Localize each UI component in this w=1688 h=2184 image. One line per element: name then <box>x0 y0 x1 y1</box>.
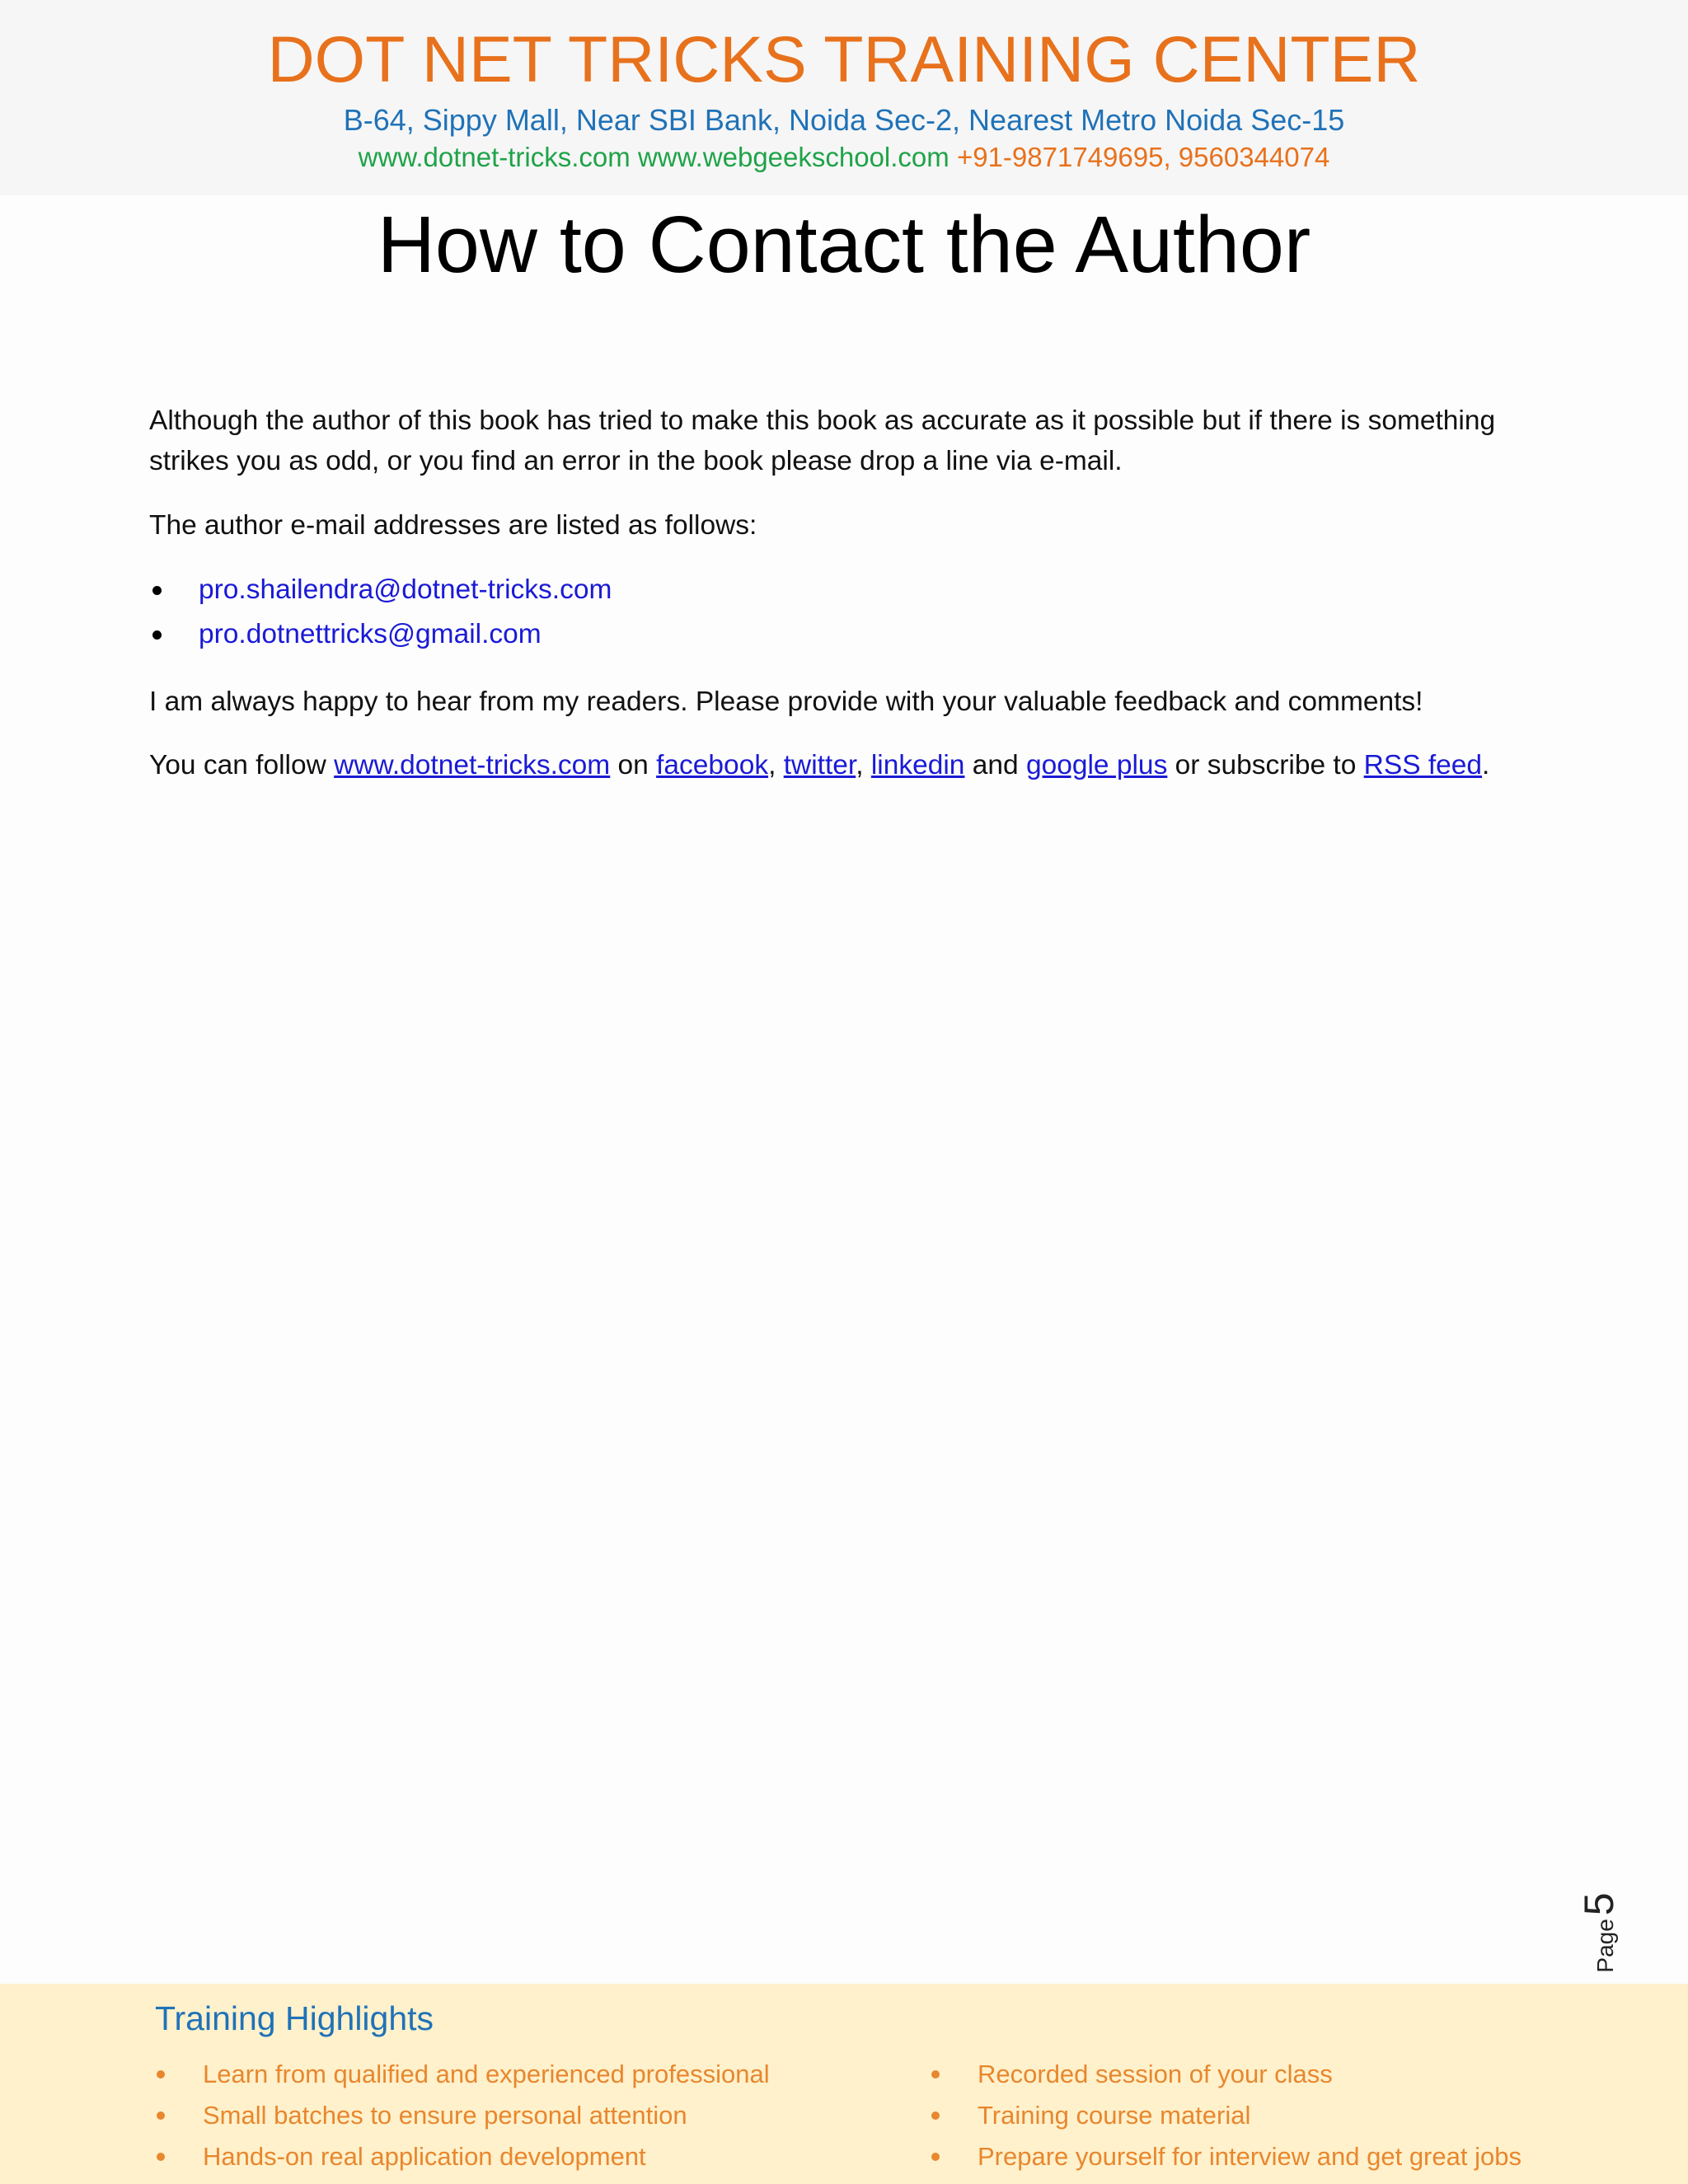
follow-comma: , <box>856 750 871 780</box>
highlight-item <box>155 2095 770 2136</box>
follow-period: . <box>1482 750 1490 780</box>
highlight-text: Training course material <box>978 2101 1251 2130</box>
twitter-link[interactable]: twitter <box>783 750 856 780</box>
header-address: B-64, Sippy Mall, Near SBI Bank, Noida Sec-2, Nearest Metro Noida Sec-15 <box>343 103 1345 137</box>
footer-heading: Training Highlights <box>155 1999 434 2037</box>
email-address[interactable]: pro.dotnettricks@gmail.com <box>199 619 542 649</box>
header-website-webgeekschool[interactable]: www.webgeekschool.com <box>637 142 950 172</box>
page-title: How to Contact the Author <box>377 199 1311 289</box>
email-list-item <box>149 612 612 657</box>
feedback-paragraph: I am always happy to hear from my readers. Please provide with your valuable feedback and comments! <box>149 687 1423 717</box>
facebook-link[interactable]: facebook <box>656 750 769 780</box>
header-website-dotnet-tricks[interactable]: www.dotnet-tricks.com <box>358 142 631 172</box>
email-list-item <box>149 568 612 612</box>
follow-and-text: and <box>964 750 1026 780</box>
bullet-icon <box>931 2153 940 2161</box>
page-number-label: Page <box>1592 1919 1618 1973</box>
highlight-text: Hands-on real application development <box>203 2142 646 2171</box>
email-list <box>149 568 612 657</box>
highlight-item <box>930 2054 1522 2095</box>
bullet-icon <box>157 2111 165 2120</box>
highlight-text: Recorded session of your class <box>978 2060 1333 2088</box>
follow-prefix: You can follow <box>149 750 335 780</box>
highlight-item <box>155 2136 770 2177</box>
site-link[interactable]: www.dotnet-tricks.com <box>334 750 611 780</box>
intro-paragraph: Although the author of this book has tried to make this book as accurate as it possible but if there is something strikes you as odd, or you find an error in the book please drop a line via e-mail. <box>149 405 1496 476</box>
linkedin-link[interactable]: linkedin <box>870 750 965 780</box>
bullet-icon <box>931 2111 940 2120</box>
follow-comma: , <box>768 750 784 780</box>
highlight-item <box>930 2095 1522 2136</box>
bullet-icon <box>152 630 162 640</box>
page-number-value: 5 <box>1576 1892 1622 1916</box>
highlights-right-list <box>930 2054 1522 2177</box>
follow-subscribe-text: or subscribe to <box>1167 750 1364 780</box>
bullet-icon <box>157 2070 165 2079</box>
follow-paragraph <box>149 745 1550 785</box>
bullet-icon <box>157 2153 165 2161</box>
highlight-text: Learn from qualified and experienced professional <box>203 2060 770 2088</box>
header-title: DOT NET TRICKS TRAINING CENTER <box>267 22 1421 96</box>
highlight-text: Prepare yourself for interview and get great jobs <box>978 2142 1522 2171</box>
header-contact-line <box>0 138 1688 176</box>
bullet-icon <box>152 586 162 595</box>
highlights-left-list <box>155 2054 770 2177</box>
emails-intro-paragraph: The author e-mail addresses are listed as follows: <box>149 510 757 541</box>
highlight-text: Small batches to ensure personal attention <box>203 2101 687 2130</box>
highlight-item <box>930 2136 1522 2177</box>
follow-on-text: on <box>610 750 657 780</box>
bullet-icon <box>931 2070 940 2079</box>
highlight-item <box>155 2054 770 2095</box>
header-phone: +91-9871749695, 9560344074 <box>956 142 1330 172</box>
rss-feed-link[interactable]: RSS feed <box>1363 750 1483 780</box>
email-address[interactable]: pro.shailendra@dotnet-tricks.com <box>199 574 612 605</box>
page-number <box>1566 1887 1632 1978</box>
google-plus-link[interactable]: google plus <box>1025 750 1168 780</box>
